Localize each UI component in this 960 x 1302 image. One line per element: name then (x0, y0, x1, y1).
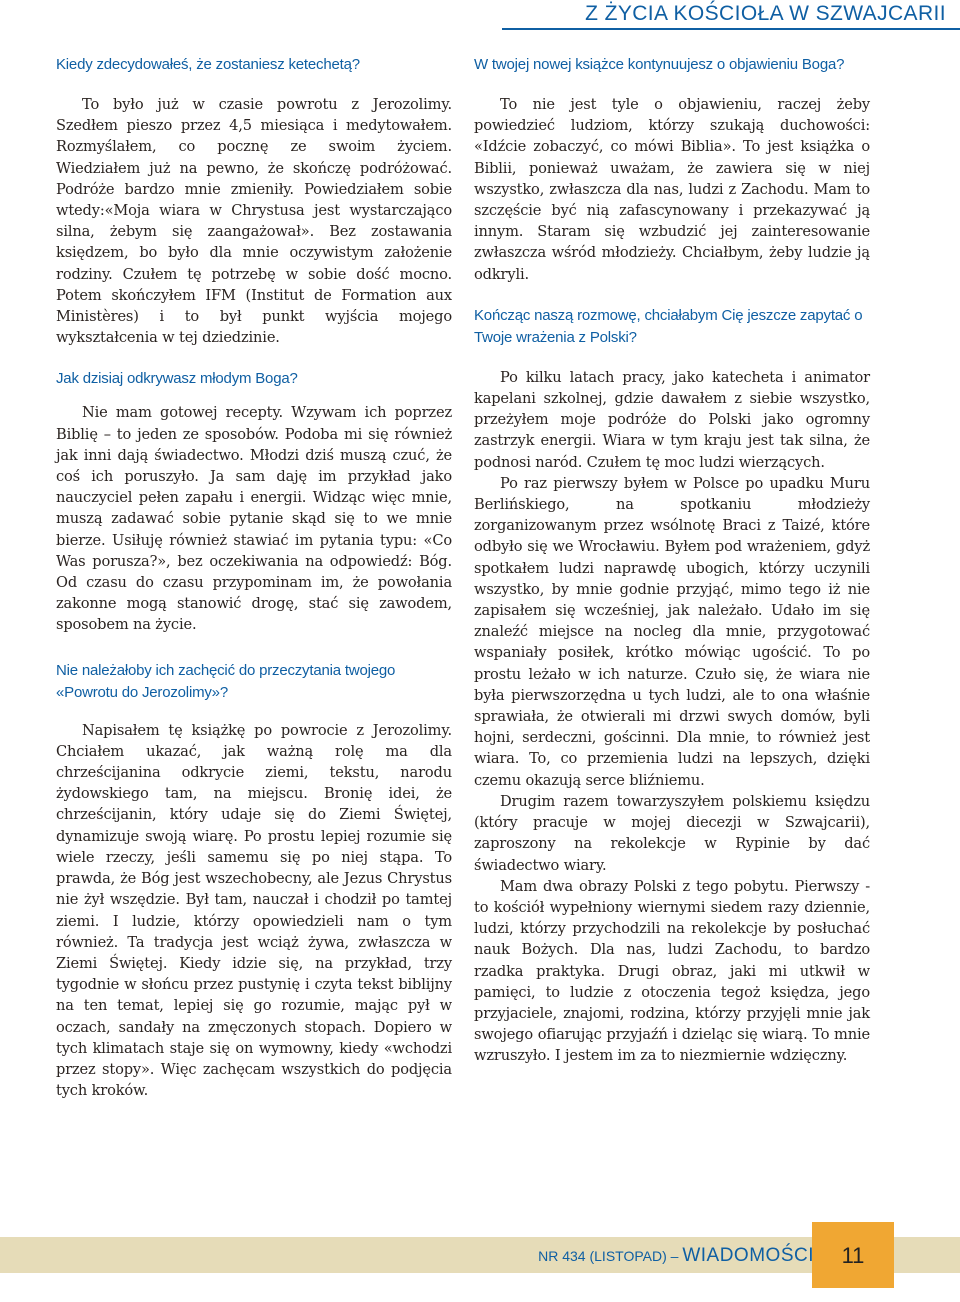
interview-paragraph: To było już w czasie powrotu z Jerozolimy. Szedłem pieszo przez 4,5 miesiąca i medytowałem. Rozmyślałem, co pocznę ze swoim życiem. Wiedziałem już na pewno, że skończę podróżować. Podróże bardzo mnie zmieniły. Powiedziałem sobie wtedy:«Moja wiara w Chrystusa jest wystarczająco silna, żebym się zaangażował». Bez zostawania księdzem, bo było dla mnie oczywistym założenie rodziny. Czułem tę potrzebę w sobie dość mocno. Potem skończyłem IFM (Institut de Formation aux Ministères) i to był punkt wyjścia mojego wykształcenia w tej dziedzinie. (56, 96, 452, 347)
issue-label: NR 434 (LISTOPAD) – (538, 1248, 679, 1264)
interview-question: Jak dzisiaj odkrywasz młodym Boga? (56, 370, 298, 388)
interview-paragraph: Po raz pierwszy byłem w Polsce po upadku Muru Berlińskiego, na spotkaniu młodzieży zorganizowanym przez wsólnotę Braci z Taizé, które odbyło się we Wrocławiu. Byłem pod wrażeniem, gdyż spotkałem ludzi naprawdę ubogich, którzy uczynili wszystko, by mnie godnie przyjąć, mimo tego iż nie zapisałem się wcześniej, jak należało. Udało im się znaleźć miejsce na nocleg dla mnie, przygotować wspaniały posiłek, krótko mówiąc ugościć. To po prostu leżało w ich naturze. Czuło się, że wiara nie była pierwszorzędna u tych ludzi, ale to ona właśnie sprawiała, że otwierali mi drzwi swych domów, byli hojni, serdeczni, gościnni. Dla mnie, to również jest wiara. To, co przemienia ludzi na lepszych, dzięki czemu okazują serce bliźniemu. (474, 474, 870, 789)
interview-paragraph: Drugim razem towarzyszyłem polskiemu księdzu (który pracuje w mojej diecezji w Szwajcarii), zaproszony na rekolekcje w Rypinie by dać świadectwo wiary. (474, 792, 870, 874)
interview-paragraph: Nie mam gotowej recepty. Wzywam ich poprzez Biblię – to jeden ze sposobów. Podoba mi się również jak inni dają świadectwo. Młodzi dziś muszą czuć, że coś ich poruszyło. Ja sam daję im przykład jako nauczyciel pełen zapału i energii. Widząc więc mnie, muszą zadawać sobie pytanie skąd się to we mnie bierze. Usiłuję również stawiać im pytania typu: «Co Was porusza?», bez oczekiwania na odpowiedź: Bóg. Od czasu do czasu przypominam im, że powołania zakonne mogą stanowić drogę, stać się zawodem, sposobem na życie. (56, 404, 452, 634)
footer-issue-info (538, 1237, 814, 1273)
section-title: Z ŻYCIA KOŚCIOŁA W SZWAJCARII (502, 0, 960, 30)
magazine-name: WIADOMOŚCI (682, 1245, 814, 1266)
interview-question: W twojej nowej książce kontynuujesz o objawieniu Boga? (474, 56, 845, 73)
page-number: 11 (841, 1243, 865, 1268)
left-column (56, 54, 452, 1101)
right-column (474, 54, 870, 1067)
interview-question: Kończąc naszą rozmowę, chciałabym Cię jeszcze zapytać o Twoje wrażenia z Polski? (474, 306, 863, 346)
interview-paragraph: Mam dwa obrazy Polski z tego pobytu. Pierwszy - to kościół wypełniony wiernymi siedem razy dziennie, ludzi, którzy przychodzili na rekolekcje by posłuchać nauk Bożych. Dla nas, ludzi Zachodu, to bardzo rzadka praktyka. Drugi obraz, jaki mi utkwił w pamięci, to ludzie z otoczenia tegoż księdza, jego przyjaciele, znajomi, rodzina, którzy przyjęli mnie jak swojego ofiarując przyjaźń i dzieląc się wiarą. To mnie wzruszyło. I jestem im za to niezmiernie wdzięczny. (474, 877, 870, 1065)
interview-question: Nie należałoby ich zachęcić do przeczytania twojego «Powrotu do Jerozolimy»? (56, 661, 396, 701)
interview-paragraph: To nie jest tyle o objawieniu, raczej żeby powiedzieć ludziom, którzy szukają duchowości: «Idźcie zobaczyć, co mówi Biblia». To jest książka o Biblii, ponieważ uważam, że zawiera się w niej wszystko, zwłaszcza dla nas, ludzi z Zachodu. Mam to szczęście być nią zafascynowany i przekazywać ją innym. Staram się wzbudzić jej zainteresowanie zwłaszcza wśród młodzieży. Chciałbym, żeby ludzie ją odkryli. (474, 96, 870, 283)
interview-paragraph: Po kilku latach pracy, jako katecheta i animator kapelani szkolnej, gdzie dawałem z siebie wszystko, przeżyłem moje podróże do Polski jako ogromny zastrzyk energii. Wiara w tym kraju jest tak silna, że podnosi naród. Czułem tę moc ludzi wierzących. (474, 368, 870, 471)
interview-question: Kiedy zdecydowałeś, że zostaniesz ketechetą? (56, 56, 360, 73)
interview-paragraph: Napisałem tę książkę po powrocie z Jerozolimy. Chciałem ukazać, jak ważną rolę ma dla chrześcijanina odkrycie ziemi, tekstu, narodu żydowskiego tam, na miejscu. Bronię idei, że chrześcijanin, który udaje się do Ziemi Świętej, dynamizuje swoją wiarę. Po prostu lepiej rozumie się wiele rzeczy, jeśli samemu się po niej stąpa. To prawda, że Bóg jest wszechobecny, ale Jezus Chrystus nie żył wszędzie. Był tam, nauczał i chodził po tamtej ziemi. I ludzie, którzy opowiedzieli nam o tym również. Ta tradycja jest wciąż żywa, zwłaszcza w Ziemi Świętej. Kiedy idzie się, na przykład, trzy tygodnie w słońcu przez pustynię i czyta tekst biblijny na ten temat, lepiej się go rozumie, mając pył w oczach, sandały na zmęczonych stopach. Dopiero w tych klimatach staje się on wymowny, kiedy «wchodzi przez stopy». Więc zachęcam wszystkich do podjęcia tych kroków. (56, 721, 452, 1100)
